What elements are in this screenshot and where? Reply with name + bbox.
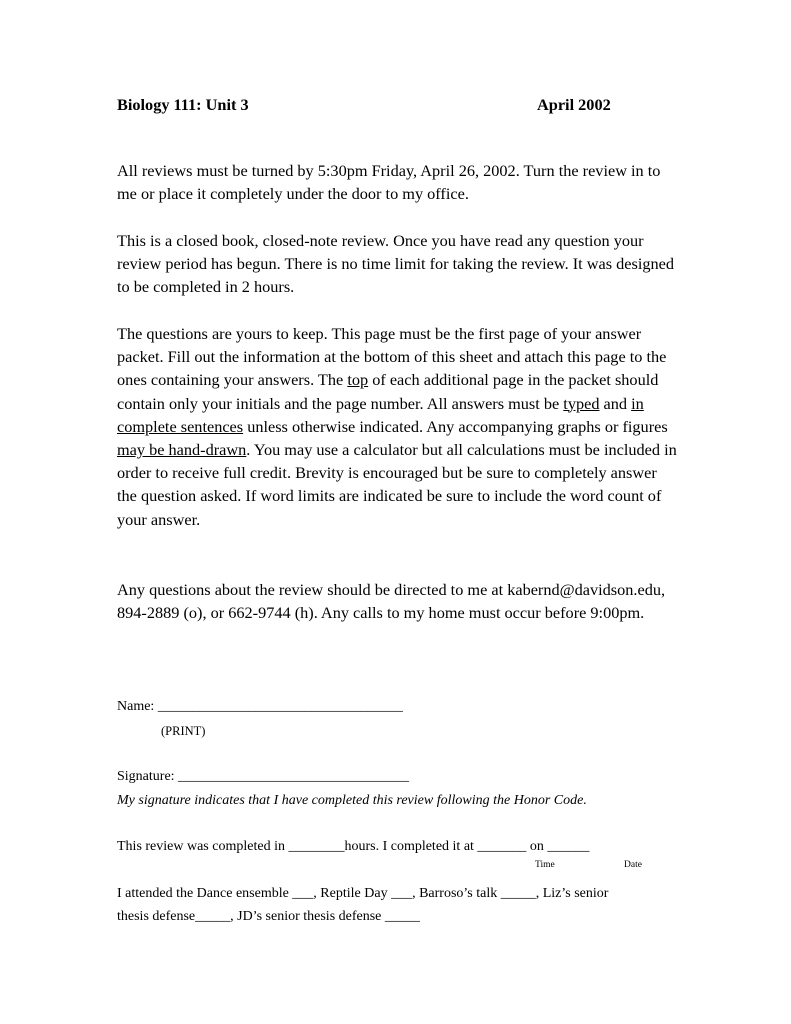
review-rules: This is a closed book, closed-note review. Once you have read any question your review period has begun. There is no time limit for taking the review. It was designed to be completed in 2 hours. <box>117 231 675 297</box>
underlined-top: top <box>347 370 369 390</box>
print-hint: (PRINT) <box>161 724 206 738</box>
underlined-typed: typed <box>563 393 600 413</box>
answer-packet-instructions <box>117 322 677 531</box>
text-segment: and <box>599 393 632 413</box>
underlined-hand-drawn: may be hand-drawn <box>117 440 247 460</box>
text-segment: unless otherwise indicated. Any accompanying graphs or figures <box>243 416 668 436</box>
name-field-label: Name: ___________________________________ <box>117 699 403 714</box>
attendance-line-2: thesis defense_____, JD’s senior thesis defense _____ <box>117 909 420 924</box>
honor-code-statement: My signature indicates that I have completed this review following the Honor Code. <box>117 793 587 808</box>
text-segment: . You may use a calculator but all calculations must be included in order to receive full credit. Brevity is encouraged but be sure to completely answer the question asked. If word limits are indicated be sure to include the word count of your answer. <box>117 440 677 529</box>
submission-instructions: All reviews must be turned by 5:30pm Friday, April 26, 2002. Turn the review in to me or place it completely under the door to my office. <box>117 161 661 204</box>
underlined-complete-sentences: in complete sentences <box>117 393 644 436</box>
signature-field-label: Signature: _________________________________ <box>117 769 410 784</box>
time-caption: Time <box>535 860 555 870</box>
header-date: April 2002 <box>537 95 611 114</box>
completion-time-line: This review was completed in ________hours. I completed it at _______ on ______ <box>117 839 590 854</box>
date-caption: Date <box>624 860 642 870</box>
contact-info: Any questions about the review should be directed to me at kabernd@davidson.edu, 894-2889 (o), or 662-9744 (h). Any calls to my home must occur before 9:00pm. <box>117 580 666 623</box>
attendance-line-1: I attended the Dance ensemble ___, Reptile Day ___, Barroso’s talk _____, Liz’s senior <box>117 886 609 901</box>
course-title: Biology 111: Unit 3 <box>117 95 249 114</box>
text-segment: of each additional page in the packet should contain only your initials and the page number. All answers must be <box>117 370 659 413</box>
text-segment: The questions are yours to keep. This page must be the first page of your answer packet. Fill out the information at the bottom of this sheet and attach this page to the ones containing your answers. The <box>117 324 667 390</box>
